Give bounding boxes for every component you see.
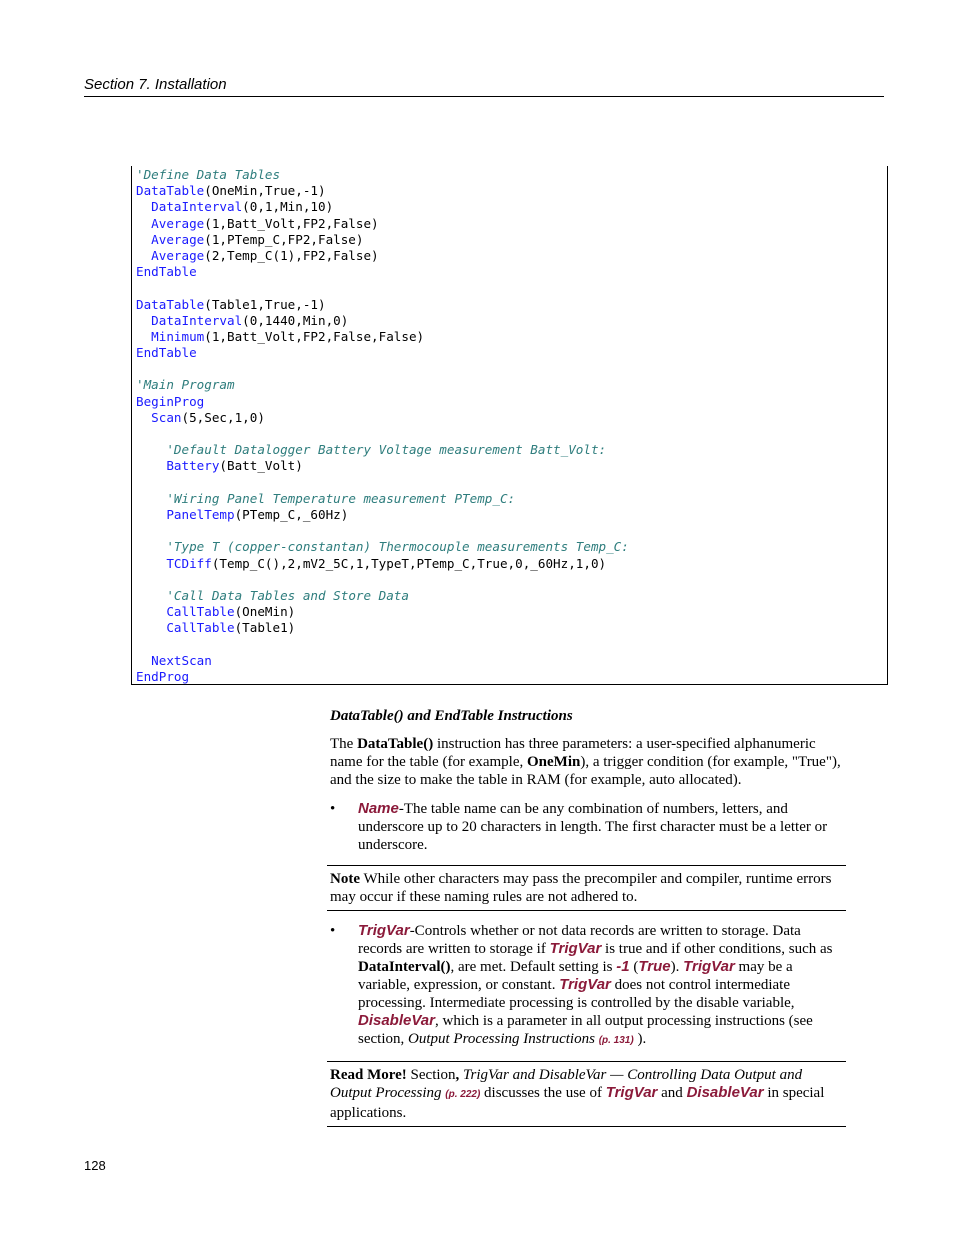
code-text <box>136 313 151 328</box>
section-header: Section 7. Installation <box>84 76 884 97</box>
read-more-text: , <box>455 1067 464 1083</box>
code-text <box>136 604 166 619</box>
code-text <box>136 491 166 506</box>
code-text <box>136 539 166 554</box>
note-text: While other characters may pass the precompiler and compiler, runtime errors may occur if these naming rules are not adhered to. <box>330 871 832 905</box>
code-line <box>136 183 629 199</box>
code-text: (5,Sec,1,0) <box>181 409 265 425</box>
code-keyword: Average <box>151 247 205 263</box>
code-line <box>136 653 629 669</box>
code-line <box>136 394 629 410</box>
code-keyword: CallTable <box>166 620 235 636</box>
code-keyword: Average <box>151 231 205 247</box>
read-more-text: and <box>657 1085 687 1101</box>
code-keyword: PanelTemp <box>166 506 235 522</box>
bullet-text: , which is a parameter in all output processing instructions (see section, <box>358 1013 813 1047</box>
code-keyword: Battery <box>166 458 220 474</box>
read-more-text: in special applications. <box>330 1085 825 1121</box>
bullet-dot: • <box>330 923 336 939</box>
code-line <box>136 620 629 636</box>
code-text <box>136 556 166 571</box>
code-line <box>136 361 629 377</box>
code-keyword: EndTable <box>136 345 197 361</box>
code-line <box>136 248 629 264</box>
code-line <box>136 167 629 183</box>
code-keyword: CallTable <box>166 604 235 620</box>
code-keyword: Scan <box>151 409 182 425</box>
code-text <box>136 216 151 231</box>
code-line <box>136 507 629 523</box>
param-default: -1 <box>616 958 630 975</box>
code-text: (0,1,Min,10) <box>242 199 334 215</box>
bullet-trigvar <box>330 922 846 1050</box>
code-comment: 'Default Datalogger Battery Voltage measurement Batt_Volt: <box>166 442 607 458</box>
bullet-dot: • <box>330 801 336 817</box>
code-line <box>136 572 629 588</box>
intro-onemin: OneMin <box>527 754 581 770</box>
code-line <box>136 588 629 604</box>
param-name: Name <box>358 800 399 817</box>
code-text <box>136 442 166 457</box>
bullet-text: -The table name can be any combination of numbers, letters, and underscore up to 20 characters in length. The first character must be a letter or underscore. <box>358 801 828 853</box>
code-line <box>136 377 629 393</box>
read-more-text: discusses the use of <box>480 1085 606 1101</box>
code-listing <box>136 167 629 685</box>
bullet-text: ( <box>629 959 639 975</box>
read-more-box <box>327 1061 846 1127</box>
code-line <box>136 442 629 458</box>
code-text: (Table1,True,-1) <box>204 296 326 312</box>
note-box <box>327 865 846 911</box>
note-label: Note <box>330 871 360 887</box>
code-line <box>136 410 629 426</box>
code-line <box>136 491 629 507</box>
code-line <box>136 199 629 215</box>
code-text <box>136 248 151 263</box>
code-line <box>136 556 629 572</box>
code-line <box>136 669 629 685</box>
code-line <box>136 313 629 329</box>
read-more-text: Section <box>406 1067 456 1083</box>
code-text: (Table1) <box>234 620 296 636</box>
read-more-label: Read More! <box>330 1067 407 1083</box>
crossref-title: TrigVar and DisableVar — Controlling Data Output and Output Processing <box>330 1067 803 1101</box>
param-disablevar: DisableVar <box>686 1084 764 1101</box>
code-comment: 'Call Data Tables and Store Data <box>166 587 409 603</box>
code-keyword: DataInterval <box>151 199 243 215</box>
bullet-text: does not control intermediate processing. Intermediate processing is controlled by the disable variable, <box>358 977 795 1011</box>
code-text <box>136 329 151 344</box>
bullet-text: ). <box>670 959 684 975</box>
code-keyword: TCDiff <box>166 555 212 571</box>
code-text: (OneMin) <box>234 604 296 620</box>
code-keyword: Minimum <box>151 328 205 344</box>
code-line <box>136 264 629 280</box>
code-keyword: EndProg <box>136 668 190 684</box>
code-line <box>136 329 629 345</box>
param-disablevar: DisableVar <box>358 1012 435 1029</box>
intro-datatable: DataTable() <box>357 736 434 752</box>
datainterval-ref: DataInterval() <box>358 959 451 975</box>
code-line <box>136 539 629 555</box>
code-keyword: NextScan <box>151 652 212 668</box>
bullet-text: , are met. Default setting is <box>450 959 617 975</box>
bullet-text: ). <box>633 1031 647 1047</box>
code-text <box>136 410 151 425</box>
code-keyword: DataTable <box>136 296 205 312</box>
code-line <box>136 345 629 361</box>
code-keyword: DataInterval <box>151 312 243 328</box>
code-line <box>136 475 629 491</box>
intro-text: ), a trigger condition (for example, "True"), and the size to make the table in RAM (for example, auto allocated). <box>330 754 841 788</box>
code-keyword: EndTable <box>136 264 197 280</box>
code-comment: 'Main Program <box>136 377 235 393</box>
code-keyword: Average <box>151 215 205 231</box>
page-reference-link[interactable]: (p. 222) <box>445 1089 481 1100</box>
intro-text: instruction has three parameters: a user-specified alphanumeric name for the table (for example, <box>330 736 816 770</box>
code-text: (OneMin,True,-1) <box>204 183 326 199</box>
param-trigvar: TrigVar <box>559 976 611 993</box>
code-text: (PTemp_C,_60Hz) <box>234 506 349 522</box>
code-text: (1,Batt_Volt,FP2,False) <box>204 215 379 231</box>
code-text: (2,Temp_C(1),FP2,False) <box>204 247 379 263</box>
param-trigvar: TrigVar <box>605 1084 658 1101</box>
crossref-title: Output Processing Instructions <box>408 1031 595 1047</box>
code-line <box>136 426 629 442</box>
code-comment: 'Type T (copper-constantan) Thermocouple measurements Temp_C: <box>166 539 629 555</box>
code-text <box>136 507 166 522</box>
page-reference-link[interactable]: (p. 131) <box>598 1035 634 1046</box>
code-text: (Temp_C(),2,mV2_5C,1,TypeT,PTemp_C,True,0,_60Hz,1,0) <box>211 555 607 571</box>
code-comment: 'Define Data Tables <box>136 167 281 182</box>
code-text: (1,PTemp_C,FP2,False) <box>204 231 364 247</box>
code-text: (1,Batt_Volt,FP2,False,False) <box>204 328 425 344</box>
code-text <box>136 620 166 635</box>
intro-text: The <box>330 736 358 752</box>
code-text <box>136 458 166 473</box>
main-content <box>330 707 846 1138</box>
code-line <box>136 232 629 248</box>
intro-paragraph <box>330 735 846 789</box>
page-number: 128 <box>84 1158 106 1173</box>
param-true: True <box>638 958 671 975</box>
code-line <box>136 297 629 313</box>
bullet-text: is true and if other conditions, such as <box>601 941 833 957</box>
param-trigvar: TrigVar <box>683 958 735 975</box>
bullet-text: may be a variable, expression, or constant. <box>358 959 793 993</box>
code-line <box>136 458 629 474</box>
code-text: (0,1440,Min,0) <box>242 312 349 328</box>
code-comment: 'Wiring Panel Temperature measurement PTemp_C: <box>166 490 516 506</box>
bullet-text: -Controls whether or not data records are written to storage. Data records are written to storage if <box>358 923 801 957</box>
code-text <box>136 199 151 214</box>
section-subheading: DataTable() and EndTable Instructions <box>330 708 573 724</box>
code-text <box>136 653 151 668</box>
param-trigvar: TrigVar <box>358 922 410 939</box>
code-keyword: BeginProg <box>136 393 205 409</box>
code-line <box>136 523 629 539</box>
code-text <box>136 588 166 603</box>
code-keyword: DataTable <box>136 183 205 199</box>
code-line <box>136 280 629 296</box>
code-line <box>136 636 629 652</box>
code-text <box>136 232 151 247</box>
param-trigvar: TrigVar <box>549 940 602 957</box>
code-line <box>136 604 629 620</box>
bullet-name <box>330 800 846 854</box>
code-line <box>136 216 629 232</box>
code-text: (Batt_Volt) <box>219 458 303 474</box>
